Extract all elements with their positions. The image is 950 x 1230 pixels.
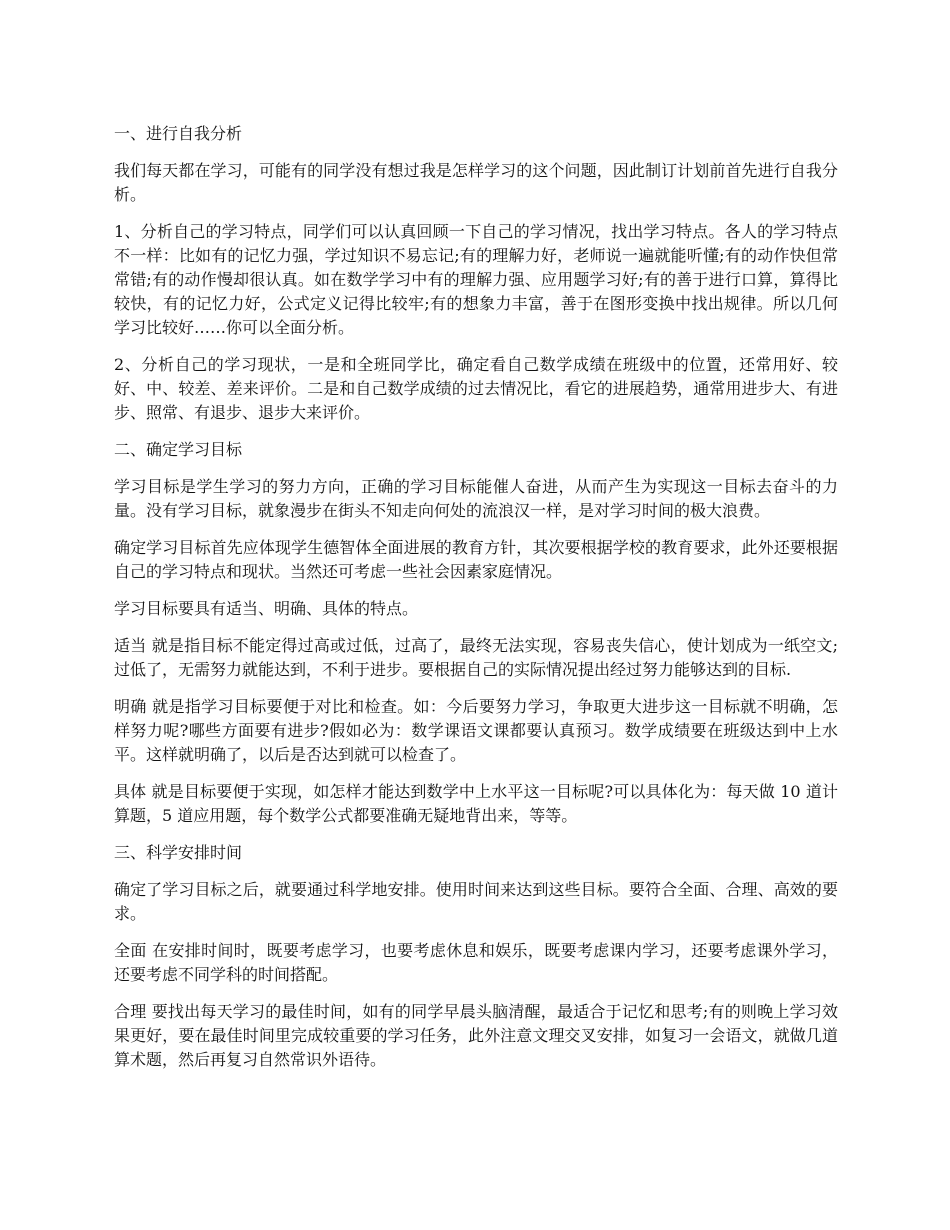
section-heading-time-planning: 三、科学安排时间 [114, 843, 243, 862]
paragraph: 2、分析自己的学习现状，一是和全班同学比，确定看自己数学成绩在班级中的位置，还常用好、较好、中、较差、差来评价。二是和自己数学成绩的过去情况比，看它的进展趋势，通常用进步大、有进步、照常、有退步、退步大来评价。 [114, 355, 838, 422]
document-page [114, 122, 838, 1085]
section-heading-learning-goals: 二、确定学习目标 [114, 440, 243, 459]
paragraph: 学习目标是学生学习的努力方向，正确的学习目标能催人奋进，从而产生为实现这一目标去奋斗的力量。没有学习目标，就象漫步在街头不知走向何处的流浪汉一样，是对学习时间的极大浪费。 [114, 477, 838, 520]
paragraph: 1、分析自己的学习特点，同学们可以认真回顾一下自己的学习情况，找出学习特点。各人的学习特点不一样：比如有的记忆力强，学过知识不易忘记;有的理解力好，老师说一遍就能听懂;有的动作快但常常错;有的动作慢却很认真。如在数学学习中有的理解力强、应用题学习好;有的善于进行口算，算得比较快，有的记忆力好，公式定义记得比较牢;有的想象力丰富，善于在图形变换中找出规律。所以几何学习比较好……你可以全面分析。 [114, 222, 838, 337]
paragraph: 我们每天都在学习，可能有的同学没有想过我是怎样学习的这个问题，因此制订计划前首先进行自我分析。 [114, 161, 838, 204]
paragraph: 全面 在安排时间时，既要考虑学习，也要考虑休息和娱乐，既要考虑课内学习，还要考虑课外学习，还要考虑不同学科的时间搭配。 [114, 941, 838, 984]
paragraph: 明确 就是指学习目标要便于对比和检查。如：今后要努力学习，争取更大进步这一目标就不明确，怎样努力呢?哪些方面要有进步?假如必为：数学课语文课都要认真预习。数学成绩要在班级达到中上水平。这样就明确了，以后是否达到就可以检查了。 [114, 697, 838, 764]
paragraph: 适当 就是指目标不能定得过高或过低，过高了，最终无法实现，容易丧失信心，使计划成为一纸空文;过低了，无需努力就能达到，不利于进步。要根据自己的实际情况提出经过努力能够达到的目标. [114, 636, 838, 679]
paragraph: 合理 要找出每天学习的最佳时间，如有的同学早晨头脑清醒，最适合于记忆和思考;有的则晚上学习效果更好，要在最佳时间里完成较重要的学习任务，此外注意文理交叉安排，如复习一会语文，就做几道算术题，然后再复习自然常识外语待。 [114, 1002, 838, 1069]
section-heading-self-analysis: 一、进行自我分析 [114, 124, 243, 143]
paragraph: 学习目标要具有适当、明确、具体的特点。 [114, 599, 419, 618]
paragraph: 确定学习目标首先应体现学生德智体全面进展的教育方针，其次要根据学校的教育要求，此外还要根据自己的学习特点和现状。当然还可考虑一些社会因素家庭情况。 [114, 538, 838, 581]
paragraph: 确定了学习目标之后，就要通过科学地安排。使用时间来达到这些目标。要符合全面、合理、高效的要求。 [114, 880, 838, 923]
paragraph: 具体 就是目标要便于实现，如怎样才能达到数学中上水平这一目标呢?可以具体化为：每天做 10 道计算题，5 道应用题，每个数学公式都要准确无疑地背出来，等等。 [114, 782, 838, 825]
